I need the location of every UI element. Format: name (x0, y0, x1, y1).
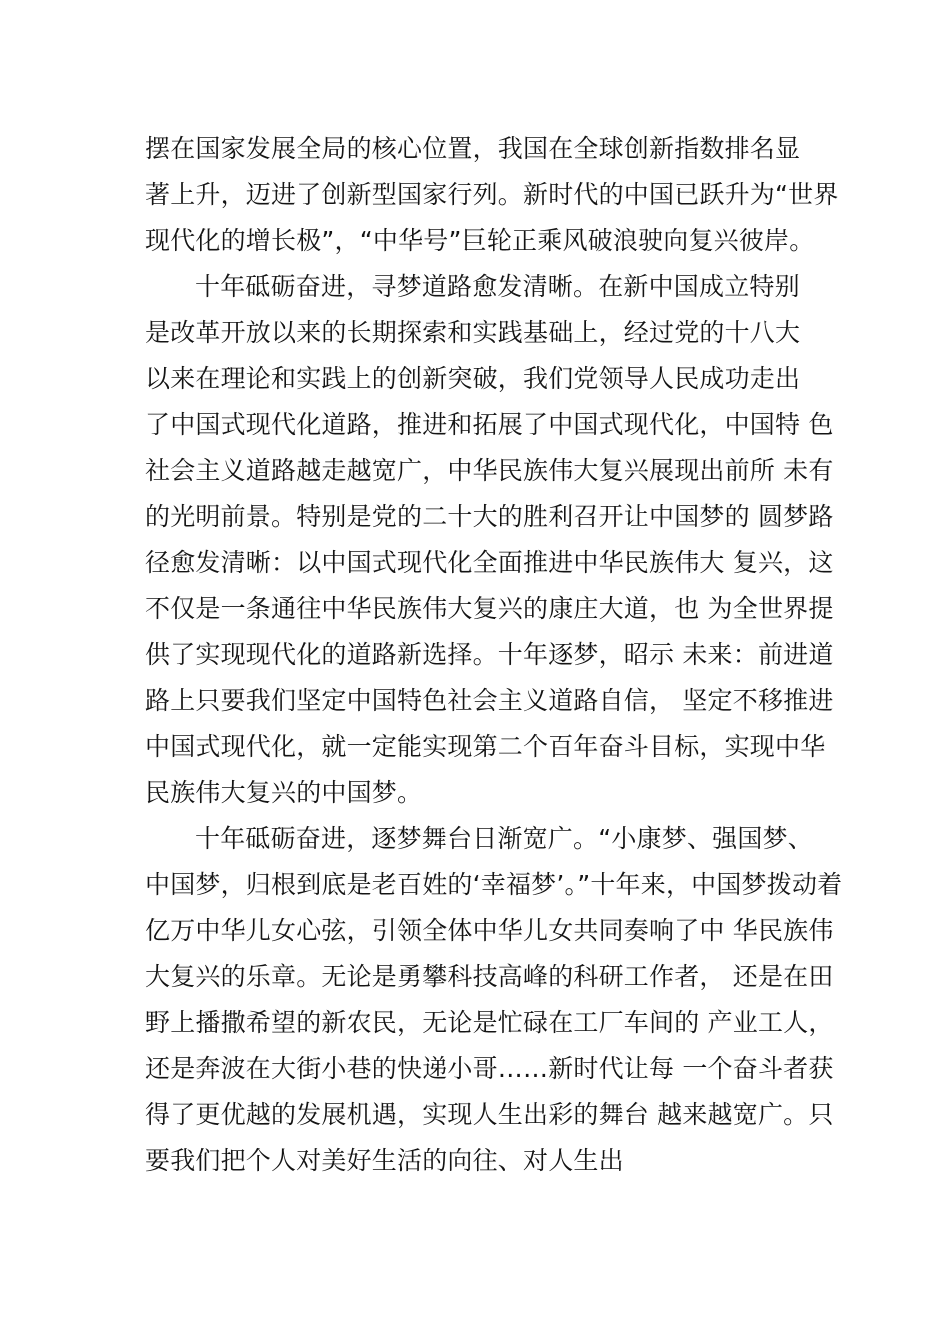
text-line: 著上升，迈进了创新型国家行列。新时代的中国已跃升为“世界 (145, 180, 839, 209)
text-line: 还是奔波在大街小巷的快递小哥……新时代让每 一个奋斗者获 (145, 1054, 834, 1083)
text-line: 路上只要我们坚定中国特色社会主义道路自信， 坚定不移推进 (145, 686, 834, 715)
paragraph-start-line: 十年砥砺奋进，逐梦舞台日渐宽广。“小康梦、强国梦、 (195, 824, 813, 853)
document-body (145, 126, 845, 1184)
text-line: 供了实现现代化的道路新选择。十年逐梦，昭示 未来：前进道 (145, 640, 834, 669)
text-line: 不仅是一条通往中华民族伟大复兴的康庄大道，也 为全世界提 (145, 594, 834, 623)
text-line: 现代化的增长极”，“中华号”巨轮正乘风破浪驶向复兴彼岸。 (145, 226, 815, 255)
text-line: 要我们把个人对美好生活的向往、对人生出 (145, 1146, 624, 1175)
text-line: 的光明前景。特别是党的二十大的胜利召开让中国梦的 圆梦路 (145, 502, 834, 531)
text-line: 了中国式现代化道路，推进和拓展了中国式现代化，中国特 色 (145, 410, 834, 439)
text-line: 得了更优越的发展机遇，实现人生出彩的舞台 越来越宽广。只 (145, 1100, 834, 1129)
text-line: 野上播撒希望的新农民，无论是忙碌在工厂车间的 产业工人， (145, 1008, 834, 1037)
text-line: 民族伟大复兴的中国梦。 (145, 778, 423, 807)
text-line: 大复兴的乐章。无论是勇攀科技高峰的科研工作者， 还是在田 (145, 962, 834, 991)
text-line: 径愈发清晰：以中国式现代化全面推进中华民族伟大 复兴，这 (145, 548, 834, 577)
text-line: 中国梦，归根到底是老百姓的‘幸福梦’。”十年来，中国梦拨动着 (145, 870, 843, 899)
text-line: 中国式现代化，就一定能实现第二个百年奋斗目标，实现中华 (145, 732, 826, 761)
text-line: 社会主义道路越走越宽广，中华民族伟大复兴展现出前所 未有 (145, 456, 834, 485)
text-line: 摆在国家发展全局的核心位置，我国在全球创新指数排名显 (145, 134, 801, 163)
text-line: 是改革开放以来的长期探索和实践基础上，经过党的十八大 (145, 318, 801, 347)
paragraph-start-line: 十年砥砺奋进，寻梦道路愈发清晰。在新中国成立特别 (195, 272, 800, 301)
text-line: 以来在理论和实践上的创新突破，我们党领导人民成功走出 (145, 364, 801, 393)
text-line: 亿万中华儿女心弦，引领全体中华儿女共同奏响了中 华民族伟 (145, 916, 834, 945)
